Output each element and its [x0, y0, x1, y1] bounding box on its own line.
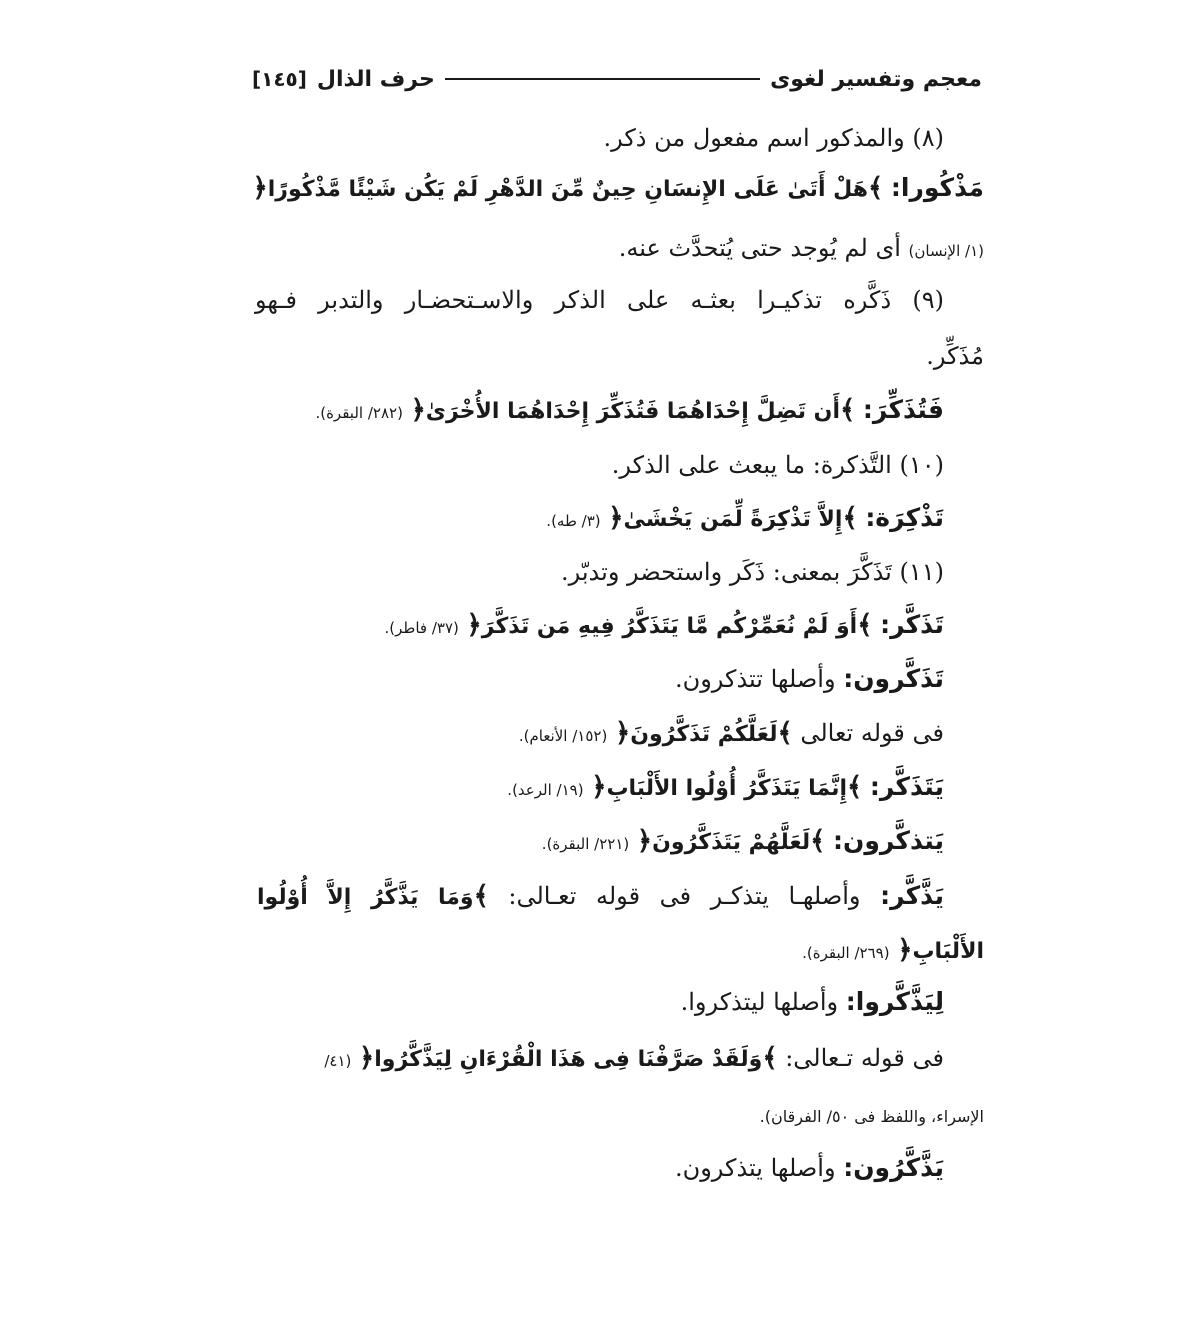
quran-verse: أَن تَضِلَّ إِحْدَاهُمَا فَتُذَكِّرَ إِحْدَاهُمَا الأُخْرَىٰ [425, 399, 841, 424]
entry-text: (٨) والمذكور اسم مفعول من ذكر. [603, 124, 944, 152]
quran-bracket: ﴾ [868, 173, 884, 203]
quran-verse: إِلاَّ تَذْكِرَةً لِّمَن يَخْشَىٰ [623, 507, 843, 532]
quran-bracket: ﴾ [777, 718, 793, 748]
quran-bracket: ﴿ [359, 1043, 375, 1073]
entry-keyword: يَتذكَّرون: [833, 826, 944, 855]
quran-bracket: ﴿ [608, 503, 624, 533]
verse-reference: (٤١/ [324, 1052, 352, 1070]
entry-text: فى قوله تعالى [800, 719, 944, 747]
verse-reference: (٣٧/ فاطر). [384, 619, 459, 637]
quran-bracket: ﴿ [636, 826, 653, 856]
entry-text: وأصلها ليتذكروا. [680, 988, 839, 1016]
entry-keyword: يَذَّكَّرُون: [843, 1153, 944, 1182]
quran-verse: هَلْ أَتَىٰ عَلَى الإِنسَانِ حِينٌ مِّنَ الدَّهْرِ لَمْ يَكُن شَيْئًا مَّذْكُورًا [267, 177, 869, 202]
entry-line [612, 445, 944, 485]
quran-verse: أَوَ لَمْ نُعَمِّرْكُم مَّا يَتَذَكَّرُ فِيهِ مَن تَذَكَّرَ [481, 614, 858, 639]
quran-bracket: ﴿ [410, 395, 426, 425]
entry-text: مُذَكِّر. [926, 342, 984, 370]
entry-line [675, 1148, 944, 1188]
entry-text: (١١) تَذَكَّرَ بمعنى: ذَكَر واستحضر وتدبّر. [560, 558, 944, 586]
book-title: معجم وتفسير لغوى [770, 66, 982, 92]
entry-line [255, 280, 944, 320]
entry-line [604, 118, 945, 158]
verse-reference: (٢٦٩/ البقرة). [802, 944, 890, 962]
quran-bracket: ﴾ [842, 503, 858, 533]
verse-reference: الإسراء، واللفظ فى ٥٠/ الفرقان). [759, 1107, 984, 1126]
entry-keyword: يَذَّكَّر: [880, 881, 944, 910]
entry-keyword: تَذَكَّر: [880, 610, 944, 639]
quran-bracket: ﴾ [762, 1043, 778, 1073]
quran-verse: لَعَلَّكُمْ تَذَكَّرُونَ [630, 722, 778, 747]
entry-line [253, 168, 984, 210]
quran-bracket: ﴾ [840, 395, 856, 425]
entry-line [926, 336, 984, 376]
entry-keyword: لِيَذَّكَّروا: [845, 987, 944, 1016]
verse-reference: (٢٨٢/ البقرة). [315, 404, 403, 422]
entry-line [561, 552, 944, 592]
entry-text: وأصلها يتذكرون. [674, 1154, 836, 1182]
justified-line [257, 876, 944, 918]
entry-line [760, 1094, 984, 1137]
header-rule [445, 78, 760, 80]
quran-bracket: ﴿ [591, 772, 607, 802]
quran-bracket: ﴾ [847, 772, 863, 802]
entry-text: فى قوله تـعالى: [785, 1044, 944, 1072]
entry-line [681, 982, 944, 1022]
entry-text: (٩) ذَكَّره تذكيـرا بعثـه على الذكر والاسـتحضـار والتدبر فـهو [255, 286, 944, 314]
page-number: [١٤٥] [252, 67, 307, 91]
quran-bracket: ﴾ [473, 881, 489, 911]
entry-line [315, 390, 944, 433]
quran-bracket: ﴿ [252, 173, 268, 203]
quran-bracket: ﴾ [810, 826, 826, 856]
entry-text: وأصلها تتذكرون. [674, 665, 836, 693]
quran-bracket: ﴿ [466, 610, 482, 640]
section-title: حرف الذال [316, 66, 435, 92]
quran-bracket: ﴿ [897, 935, 913, 965]
verse-reference: (١٥٢/ الأنعام). [518, 727, 608, 745]
entry-line [675, 659, 944, 699]
entry-text: أى لم يُوجد حتى يُتحدَّث عنه. [618, 234, 901, 262]
running-header [252, 62, 982, 96]
entry-line [542, 821, 944, 864]
entry-keyword: تَذَكَّرون: [843, 664, 944, 693]
verse-reference: (٣/ طه). [546, 512, 601, 530]
entry-line [619, 228, 984, 271]
verse-reference: (٢٢١/ البقرة). [541, 835, 630, 853]
entry-line [385, 605, 944, 648]
verse-reference: (١/ الإنسان) [908, 242, 984, 260]
entry-line [546, 498, 944, 541]
verse-reference: (١٩/ الرعد). [507, 781, 584, 799]
entry-keyword: مَذْكُورا: [890, 173, 984, 202]
entry-keyword: يَتَذَكَّر: [869, 772, 944, 801]
entry-text: (١٠) التَّذكرة: ما يبعث على الذكر. [611, 451, 944, 479]
entry-keyword: فَتُذَكِّرَ: [862, 395, 944, 424]
quran-verse: وَلَقَدْ صَرَّفْنَا فِى هَذَا الْقُرْءَانِ لِيَذَّكَّرُوا [374, 1047, 763, 1072]
quran-verse: الأَلْبَابِ [912, 939, 984, 964]
entry-keyword: تَذْكِرَة: [865, 503, 944, 532]
entry-line [257, 876, 944, 918]
entry-line [324, 1038, 944, 1081]
entry-line [507, 767, 944, 810]
entry-line [802, 930, 984, 973]
entry-text: وأصلهـا يتذكـر فى قوله تعـالى: [508, 882, 861, 910]
entry-line [519, 713, 944, 756]
quran-verse: وَمَا يَذَّكَّرُ إِلاَّ أُوْلُوا [257, 885, 474, 910]
quran-verse: لَعَلَّهُمْ يَتَذَكَّرُونَ [652, 830, 811, 855]
quran-bracket: ﴿ [614, 718, 631, 748]
quran-bracket: ﴾ [857, 610, 873, 640]
quran-verse: إِنَّمَا يَتَذَكَّرُ أُوْلُوا الأَلْبَابِ [606, 776, 847, 801]
